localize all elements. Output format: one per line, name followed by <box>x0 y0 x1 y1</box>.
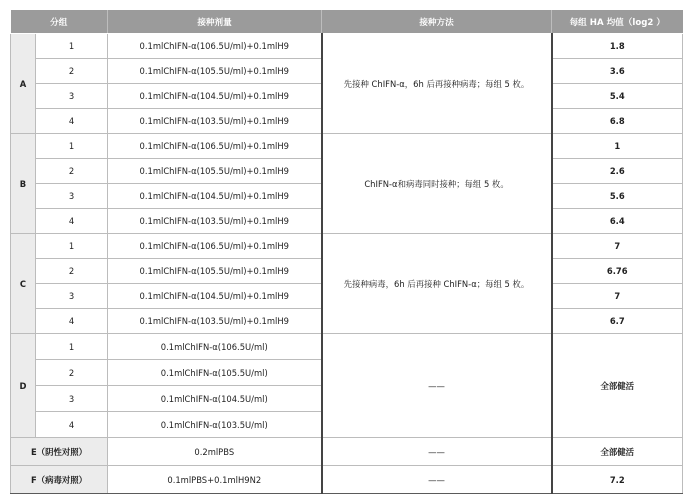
table-row <box>11 466 683 494</box>
method-c: 先接种病毒，6h 后再接种 ChIFN-α；每组 5 枚。 <box>322 234 552 334</box>
value-cell: 6.76 <box>552 259 683 284</box>
method-f: —— <box>322 466 552 494</box>
dose-cell: 0.1mlChIFN-α(103.5U/ml) <box>108 412 322 438</box>
row-number: 2 <box>36 159 108 184</box>
row-number: 3 <box>36 284 108 309</box>
value-cell: 6.4 <box>552 209 683 234</box>
row-number: 1 <box>36 34 108 59</box>
table-row <box>11 34 683 59</box>
table-row <box>11 234 683 259</box>
row-number: 4 <box>36 209 108 234</box>
dose-cell: 0.1mlChIFN-α(103.5U/ml)+0.1mlH9 <box>108 309 322 334</box>
dose-cell: 0.1mlChIFN-α(105.5U/ml)+0.1mlH9 <box>108 59 322 84</box>
dose-cell: 0.2mlPBS <box>108 438 322 466</box>
dose-cell: 0.1mlChIFN-α(105.5U/ml)+0.1mlH9 <box>108 259 322 284</box>
row-number: 2 <box>36 59 108 84</box>
value-cell: 1.8 <box>552 34 683 59</box>
dose-cell: 0.1mlChIFN-α(104.5U/ml)+0.1mlH9 <box>108 184 322 209</box>
header-inoculum: 接种剂量 <box>108 10 322 34</box>
value-d: 全部健活 <box>552 334 683 438</box>
method-e: —— <box>322 438 552 466</box>
value-cell: 1 <box>552 134 683 159</box>
group-label-c: C <box>11 234 36 334</box>
dose-cell: 0.1mlChIFN-α(104.5U/ml) <box>108 386 322 412</box>
value-cell: 2.6 <box>552 159 683 184</box>
value-cell: 7 <box>552 284 683 309</box>
row-number: 3 <box>36 84 108 109</box>
row-number: 1 <box>36 234 108 259</box>
dose-cell: 0.1mlChIFN-α(105.5U/ml)+0.1mlH9 <box>108 159 322 184</box>
header-row <box>11 10 683 34</box>
row-number: 1 <box>36 334 108 360</box>
header-group: 分组 <box>11 10 108 34</box>
method-a: 先接种 ChIFN-α，6h 后再接种病毒；每组 5 枚。 <box>322 34 552 134</box>
row-number: 4 <box>36 309 108 334</box>
table-row <box>11 438 683 466</box>
dose-cell: 0.1mlChIFN-α(106.5U/ml)+0.1mlH9 <box>108 34 322 59</box>
row-number: 2 <box>36 360 108 386</box>
dose-cell: 0.1mlChIFN-α(105.5U/ml) <box>108 360 322 386</box>
dose-cell: 0.1mlChIFN-α(106.5U/ml) <box>108 334 322 360</box>
row-number: 1 <box>36 134 108 159</box>
header-method: 接种方法 <box>322 10 552 34</box>
dose-cell: 0.1mlChIFN-α(106.5U/ml)+0.1mlH9 <box>108 234 322 259</box>
value-cell: 5.4 <box>552 84 683 109</box>
row-number: 4 <box>36 412 108 438</box>
dose-cell: 0.1mlChIFN-α(103.5U/ml)+0.1mlH9 <box>108 109 322 134</box>
group-label-a: A <box>11 34 36 134</box>
row-number: 4 <box>36 109 108 134</box>
group-label-b: B <box>11 134 36 234</box>
method-b: ChIFN-α和病毒同时接种；每组 5 枚。 <box>322 134 552 234</box>
value-cell: 6.8 <box>552 109 683 134</box>
dose-cell: 0.1mlChIFN-α(104.5U/ml)+0.1mlH9 <box>108 284 322 309</box>
table-row <box>11 334 683 360</box>
dose-cell: 0.1mlChIFN-α(103.5U/ml)+0.1mlH9 <box>108 209 322 234</box>
value-cell: 5.6 <box>552 184 683 209</box>
row-number: 2 <box>36 259 108 284</box>
group-label-e: E（阴性对照） <box>11 438 108 466</box>
dose-cell: 0.1mlChIFN-α(106.5U/ml)+0.1mlH9 <box>108 134 322 159</box>
value-e: 全部健活 <box>552 438 683 466</box>
group-label-f: F（病毒对照） <box>11 466 108 494</box>
value-cell: 7 <box>552 234 683 259</box>
results-table <box>10 10 683 494</box>
row-number: 3 <box>36 184 108 209</box>
group-label-d: D <box>11 334 36 438</box>
table-row <box>11 134 683 159</box>
header-value: 每组 HA 均值（log2 ） <box>552 10 683 34</box>
row-number: 3 <box>36 386 108 412</box>
dose-cell: 0.1mlPBS+0.1mlH9N2 <box>108 466 322 494</box>
dose-cell: 0.1mlChIFN-α(104.5U/ml)+0.1mlH9 <box>108 84 322 109</box>
value-cell: 3.6 <box>552 59 683 84</box>
method-d: —— <box>322 334 552 438</box>
value-f: 7.2 <box>552 466 683 494</box>
value-cell: 6.7 <box>552 309 683 334</box>
